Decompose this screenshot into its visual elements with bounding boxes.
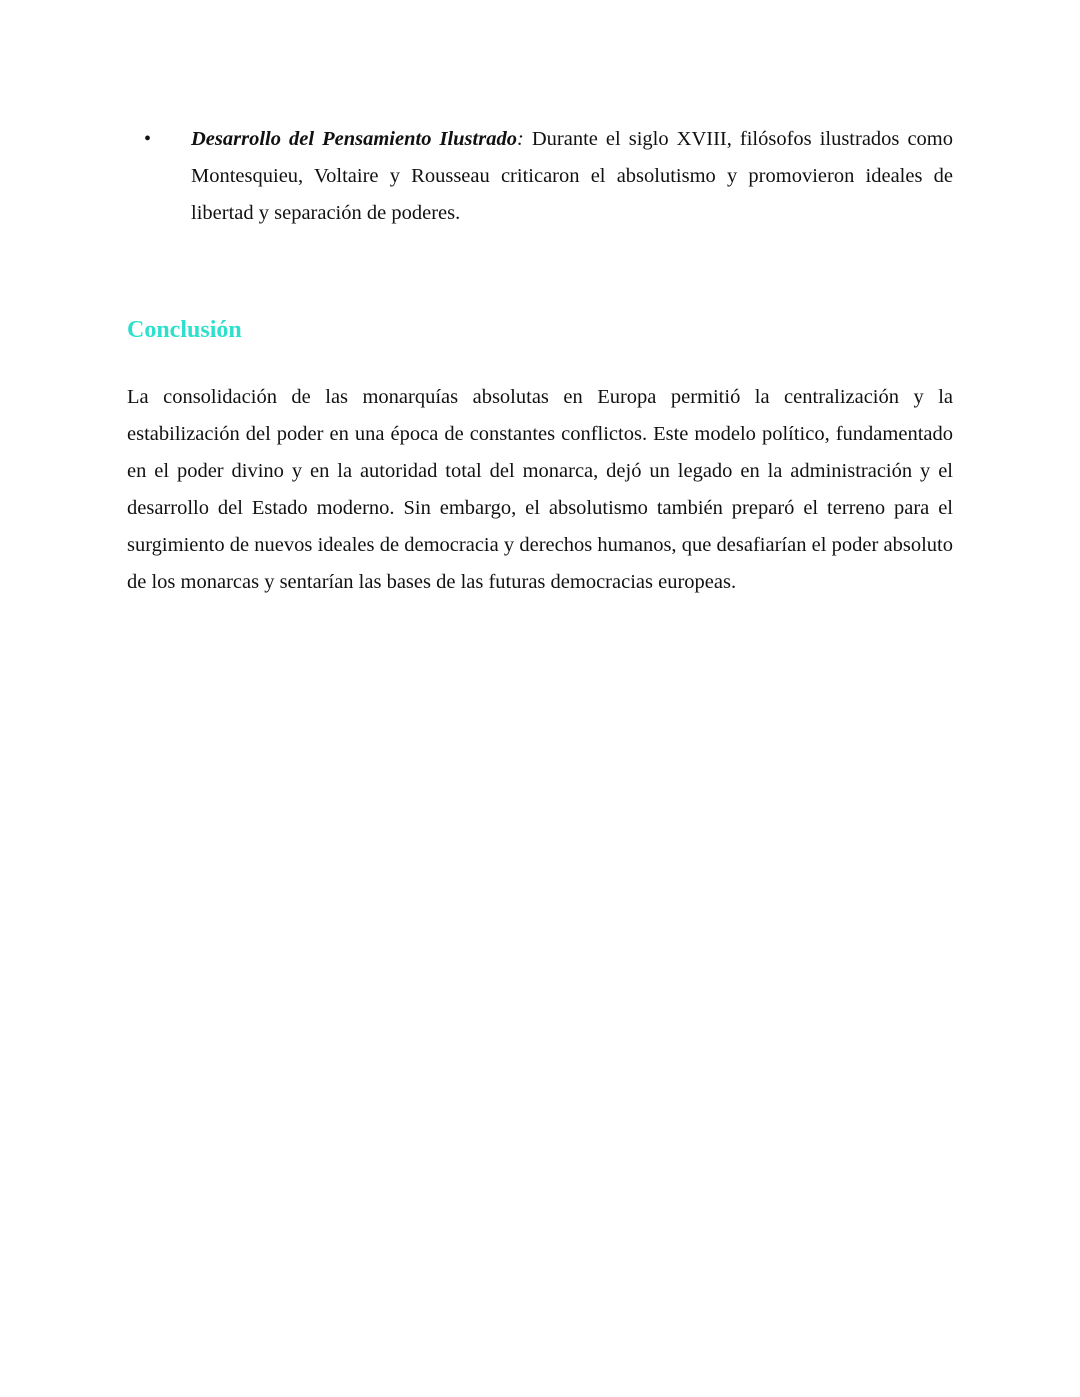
bullet-dot-icon: •	[144, 128, 152, 150]
bullet-list	[127, 121, 953, 232]
bullet-term: Desarrollo del Pensamiento Ilustrado	[191, 128, 517, 150]
conclusion-heading: Conclusión	[127, 317, 242, 343]
bullet-colon: :	[516, 128, 524, 150]
conclusion-paragraph: La consolidación de las monarquías absolutas en Europa permitió la centralización y la estabilización del poder en una época de constantes conflictos. Este modelo político, fundamentado en el poder divino y en la autoridad total del monarca, dejó un legado en la administración y el desarrollo del Estado moderno. Sin embargo, el absolutismo también preparó el terreno para el surgimiento de nuevos ideales de democracia y derechos humanos, que desafiarían el poder absoluto de los monarcas y sentarían las bases de las futuras democracias europeas.	[127, 386, 953, 593]
bullet-text: Durante el siglo XVIII, filósofos ilustrados como Montesquieu, Voltaire y Rousseau criticaron el absolutismo y promovieron ideales de libertad y separación de poderes.	[191, 128, 953, 224]
bullet-item-pensamiento-ilustrado	[127, 121, 953, 232]
